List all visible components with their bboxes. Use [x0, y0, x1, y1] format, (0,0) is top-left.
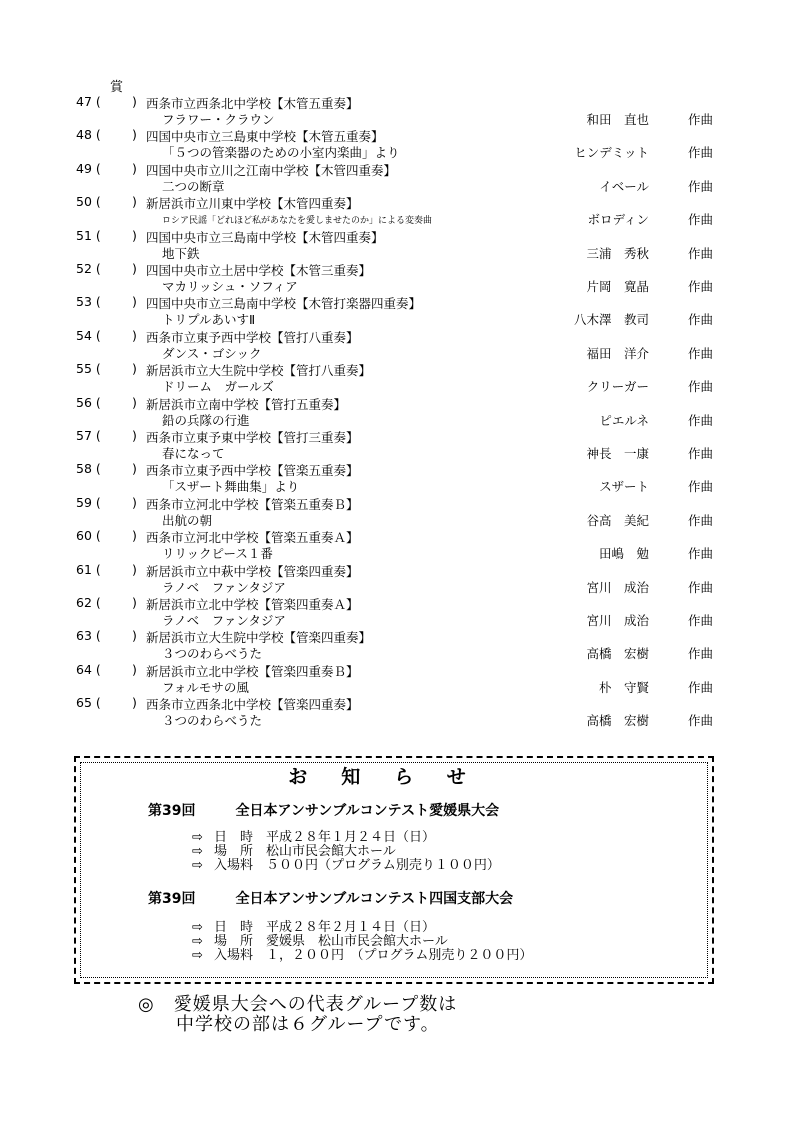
entry-composer: イベール	[599, 178, 649, 194]
program-entry	[0, 161, 794, 194]
entry-piece: トリプルあいすⅡ	[162, 312, 256, 328]
entry-number: 47 ( )	[76, 94, 137, 109]
entry-number: 55 ( )	[76, 361, 137, 377]
award-column-header: 賞	[110, 80, 124, 95]
entry-composer: ピエルネ	[599, 412, 649, 428]
entry-composer: 和田 直也	[586, 112, 649, 127]
event-detail-text: 場 所 愛媛県 松山市民会館大ホール	[214, 934, 448, 949]
entry-composer: 高橋 宏樹	[586, 646, 649, 662]
entry-number: 60 ( )	[76, 528, 137, 544]
entry-piece: マカリッシュ・ソフィア	[162, 279, 298, 294]
entry-number: 65 ( )	[76, 695, 137, 711]
entry-number: 53 ( )	[76, 294, 137, 310]
entry-piece: 鉛の兵隊の行進	[162, 412, 250, 428]
award-paren-close: )	[132, 261, 137, 276]
entry-piece: ３つのわらべうた	[162, 713, 263, 729]
event-name: 全日本アンサンブルコンテスト愛媛県大会	[235, 803, 500, 819]
program-entry	[0, 261, 794, 294]
entry-composer: スザート	[599, 479, 649, 495]
entry-number: 61 ( )	[76, 561, 137, 577]
entry-number: 57 ( )	[76, 428, 137, 443]
event-heading	[148, 800, 499, 820]
entry-school: 四国中央市立土居中学校【木管三重奏】	[146, 263, 372, 278]
award-paren-close: )	[132, 94, 137, 109]
program-entry	[0, 528, 794, 561]
entry-piece: フォルモサの風	[162, 679, 249, 695]
entry-school: 四国中央市立川之江南中学校【木管四重奏】	[146, 162, 397, 178]
entry-number: 48 ( )	[76, 127, 137, 143]
arrow-icon: ⇨	[192, 830, 203, 845]
entry-school: 新居浜市立大生院中学校【管打八重奏】	[146, 363, 372, 379]
program-entry	[0, 328, 794, 361]
program-entry	[0, 595, 794, 628]
entry-role: 作曲	[688, 579, 714, 595]
entry-number: 56 ( )	[76, 394, 137, 410]
program-entry	[0, 94, 794, 127]
entry-piece: ラノベ ファンタジア	[162, 579, 286, 595]
entry-piece: 「５つの管楽器のための小室内楽曲」より	[162, 145, 400, 161]
entry-school: 新居浜市立川東中学校【木管四重奏】	[146, 196, 359, 212]
entry-role: 作曲	[688, 345, 714, 361]
entry-role: 作曲	[688, 412, 714, 428]
event-edition: 第39回	[148, 891, 196, 907]
entry-school: 西条市立西条北中学校【木管五重奏】	[146, 96, 359, 111]
entry-school: 新居浜市立北中学校【管楽四重奏Ｂ】	[146, 663, 359, 679]
entry-piece: ３つのわらべうた	[162, 646, 263, 662]
entry-role: 作曲	[688, 479, 714, 495]
entry-school: 西条市立西条北中学校【管楽四重奏】	[146, 697, 359, 713]
award-paren-close: )	[132, 561, 137, 577]
arrow-icon: ⇨	[192, 920, 203, 935]
notice-title: お知らせ	[288, 766, 500, 788]
entry-school: 西条市立東予西中学校【管楽五重奏】	[146, 463, 359, 479]
entry-composer: 田嶋 勉	[598, 546, 649, 562]
program-entry	[0, 395, 794, 428]
event-detail-text: 日 時 平成２８年１月２４日（日）	[214, 830, 436, 845]
entry-number: 52 ( )	[76, 261, 137, 276]
award-paren-close: )	[132, 127, 137, 143]
entry-school: 西条市立河北中学校【管楽五重奏Ａ】	[146, 530, 359, 546]
event-detail-line	[192, 944, 532, 963]
award-paren-close: )	[132, 695, 137, 711]
entry-piece: ラノベ ファンタジア	[162, 613, 286, 628]
program-entry	[0, 628, 794, 661]
program-entry	[0, 127, 794, 160]
entry-composer: 宮川 成治	[586, 613, 649, 628]
award-paren-close: )	[132, 494, 137, 510]
entry-number: 58 ( )	[76, 461, 137, 477]
entry-piece: 春になって	[162, 446, 225, 461]
event-detail-text: 入場料 １，２００円 （プログラム別売り２００円）	[214, 948, 533, 963]
event-detail-text: 場 所 松山市民会館大ホール	[214, 844, 396, 859]
entry-composer: 八木澤 教司	[573, 312, 649, 328]
event-detail-text: 入場料 ５００円（プログラム別売り１００円）	[214, 858, 500, 873]
arrow-icon: ⇨	[192, 948, 203, 963]
program-entry	[0, 495, 794, 528]
entry-role: 作曲	[688, 312, 714, 328]
entry-composer: ヒンデミット	[574, 145, 649, 161]
entry-number: 62 ( )	[76, 595, 137, 610]
entry-number: 59 ( )	[76, 494, 137, 510]
entry-school: 四国中央市立三島南中学校【木管四重奏】	[146, 229, 384, 245]
event-detail-line	[192, 854, 500, 873]
event-name: 全日本アンサンブルコンテスト四国支部大会	[235, 891, 514, 907]
entry-role: 作曲	[688, 546, 714, 562]
entry-composer: 高橋 宏樹	[586, 713, 649, 729]
entry-piece: フラワー・クラウン	[162, 112, 275, 127]
program-entry	[0, 695, 794, 728]
arrow-icon: ⇨	[192, 858, 203, 873]
award-paren-close: )	[132, 194, 137, 210]
entry-school: 西条市立河北中学校【管楽五重奏Ｂ】	[146, 496, 359, 512]
entry-number: 51 ( )	[76, 227, 137, 243]
footnote-line-1: ◎ 愛媛県大会への代表グループ数は	[138, 994, 458, 1015]
entry-school: 四国中央市立三島東中学校【木管五重奏】	[146, 129, 384, 145]
entry-composer: ボロディン	[587, 212, 649, 228]
entry-role: 作曲	[688, 679, 714, 695]
entry-composer: 朴 守賢	[598, 679, 649, 695]
program-entry	[0, 428, 794, 461]
program-entry	[0, 562, 794, 595]
entry-piece: リリックピース１番	[162, 546, 273, 562]
entry-number: 49 ( )	[76, 160, 137, 176]
arrow-icon: ⇨	[192, 934, 203, 949]
entry-role: 作曲	[688, 613, 714, 628]
award-paren-close: )	[132, 394, 137, 410]
award-paren-close: )	[132, 661, 137, 677]
program-entry	[0, 461, 794, 494]
entry-role: 作曲	[688, 212, 714, 228]
award-paren-close: )	[132, 461, 137, 477]
entry-piece: 出航の朝	[162, 512, 213, 528]
program-entry	[0, 294, 794, 327]
event-detail-text: 日 時 平成２８年２月１４日（日）	[214, 920, 436, 935]
entry-school: 新居浜市立南中学校【管打五重奏】	[146, 396, 347, 412]
entry-composer: 宮川 成治	[586, 579, 649, 595]
footnote-line-2: 中学校の部は６グループです。	[138, 1014, 440, 1035]
entry-role: 作曲	[688, 112, 714, 127]
entry-role: 作曲	[688, 646, 714, 662]
entry-school: 四国中央市立三島南中学校【木管打楽器四重奏】	[146, 296, 422, 312]
entry-number: 54 ( )	[76, 327, 137, 343]
award-paren-close: )	[132, 227, 137, 243]
entry-piece: ロシア民謡「どれほど私があなたを愛しませたのか」による変奏曲	[162, 216, 433, 227]
entry-piece: 二つの断章	[162, 178, 225, 194]
notice-box	[74, 756, 714, 984]
entry-role: 作曲	[688, 713, 714, 729]
award-paren-close: )	[132, 528, 137, 544]
award-paren-close: )	[132, 428, 137, 443]
entry-role: 作曲	[688, 446, 714, 461]
event-edition: 第39回	[148, 803, 196, 819]
entry-school: 新居浜市立大生院中学校【管楽四重奏】	[146, 630, 372, 646]
entry-composer: 谷高 美紀	[586, 512, 649, 528]
award-paren-close: )	[132, 294, 137, 310]
program-entry	[0, 194, 794, 227]
entry-piece: ドリーム ガールズ	[162, 379, 274, 395]
award-paren-close: )	[132, 160, 137, 176]
program-entry	[0, 361, 794, 394]
program-entry	[0, 662, 794, 695]
entry-role: 作曲	[688, 512, 714, 528]
entry-role: 作曲	[688, 245, 714, 261]
event-heading	[148, 888, 513, 908]
award-paren-close: )	[132, 361, 137, 377]
entry-composer: 三浦 秀秋	[586, 245, 649, 261]
award-paren-close: )	[132, 595, 137, 610]
entry-composer: クリーガー	[586, 379, 649, 395]
arrow-icon: ⇨	[192, 844, 203, 859]
entry-piece: 「スザート舞曲集」より	[162, 479, 300, 495]
entry-composer: 福田 洋介	[586, 345, 649, 361]
program-entry	[0, 228, 794, 261]
entry-school: 新居浜市立中萩中学校【管楽四重奏】	[146, 563, 359, 579]
entry-number: 63 ( )	[76, 628, 137, 644]
entry-number: 50 ( )	[76, 194, 137, 210]
entry-composer: 神長 一康	[586, 446, 649, 461]
award-paren-close: )	[132, 628, 137, 644]
entry-role: 作曲	[688, 279, 714, 294]
award-paren-close: )	[132, 327, 137, 343]
entry-school: 西条市立東予東中学校【管打三重奏】	[146, 430, 359, 445]
entry-number: 64 ( )	[76, 661, 137, 677]
entry-school: 新居浜市立北中学校【管楽四重奏Ａ】	[146, 597, 359, 612]
entry-role: 作曲	[688, 145, 714, 161]
entry-school: 西条市立東予西中学校【管打八重奏】	[146, 329, 359, 345]
entry-piece: 地下鉄	[162, 245, 200, 261]
entry-composer: 片岡 寛晶	[586, 279, 649, 294]
entry-piece: ダンス・ゴシック	[162, 345, 262, 361]
entry-role: 作曲	[688, 379, 714, 395]
entry-role: 作曲	[688, 178, 714, 194]
